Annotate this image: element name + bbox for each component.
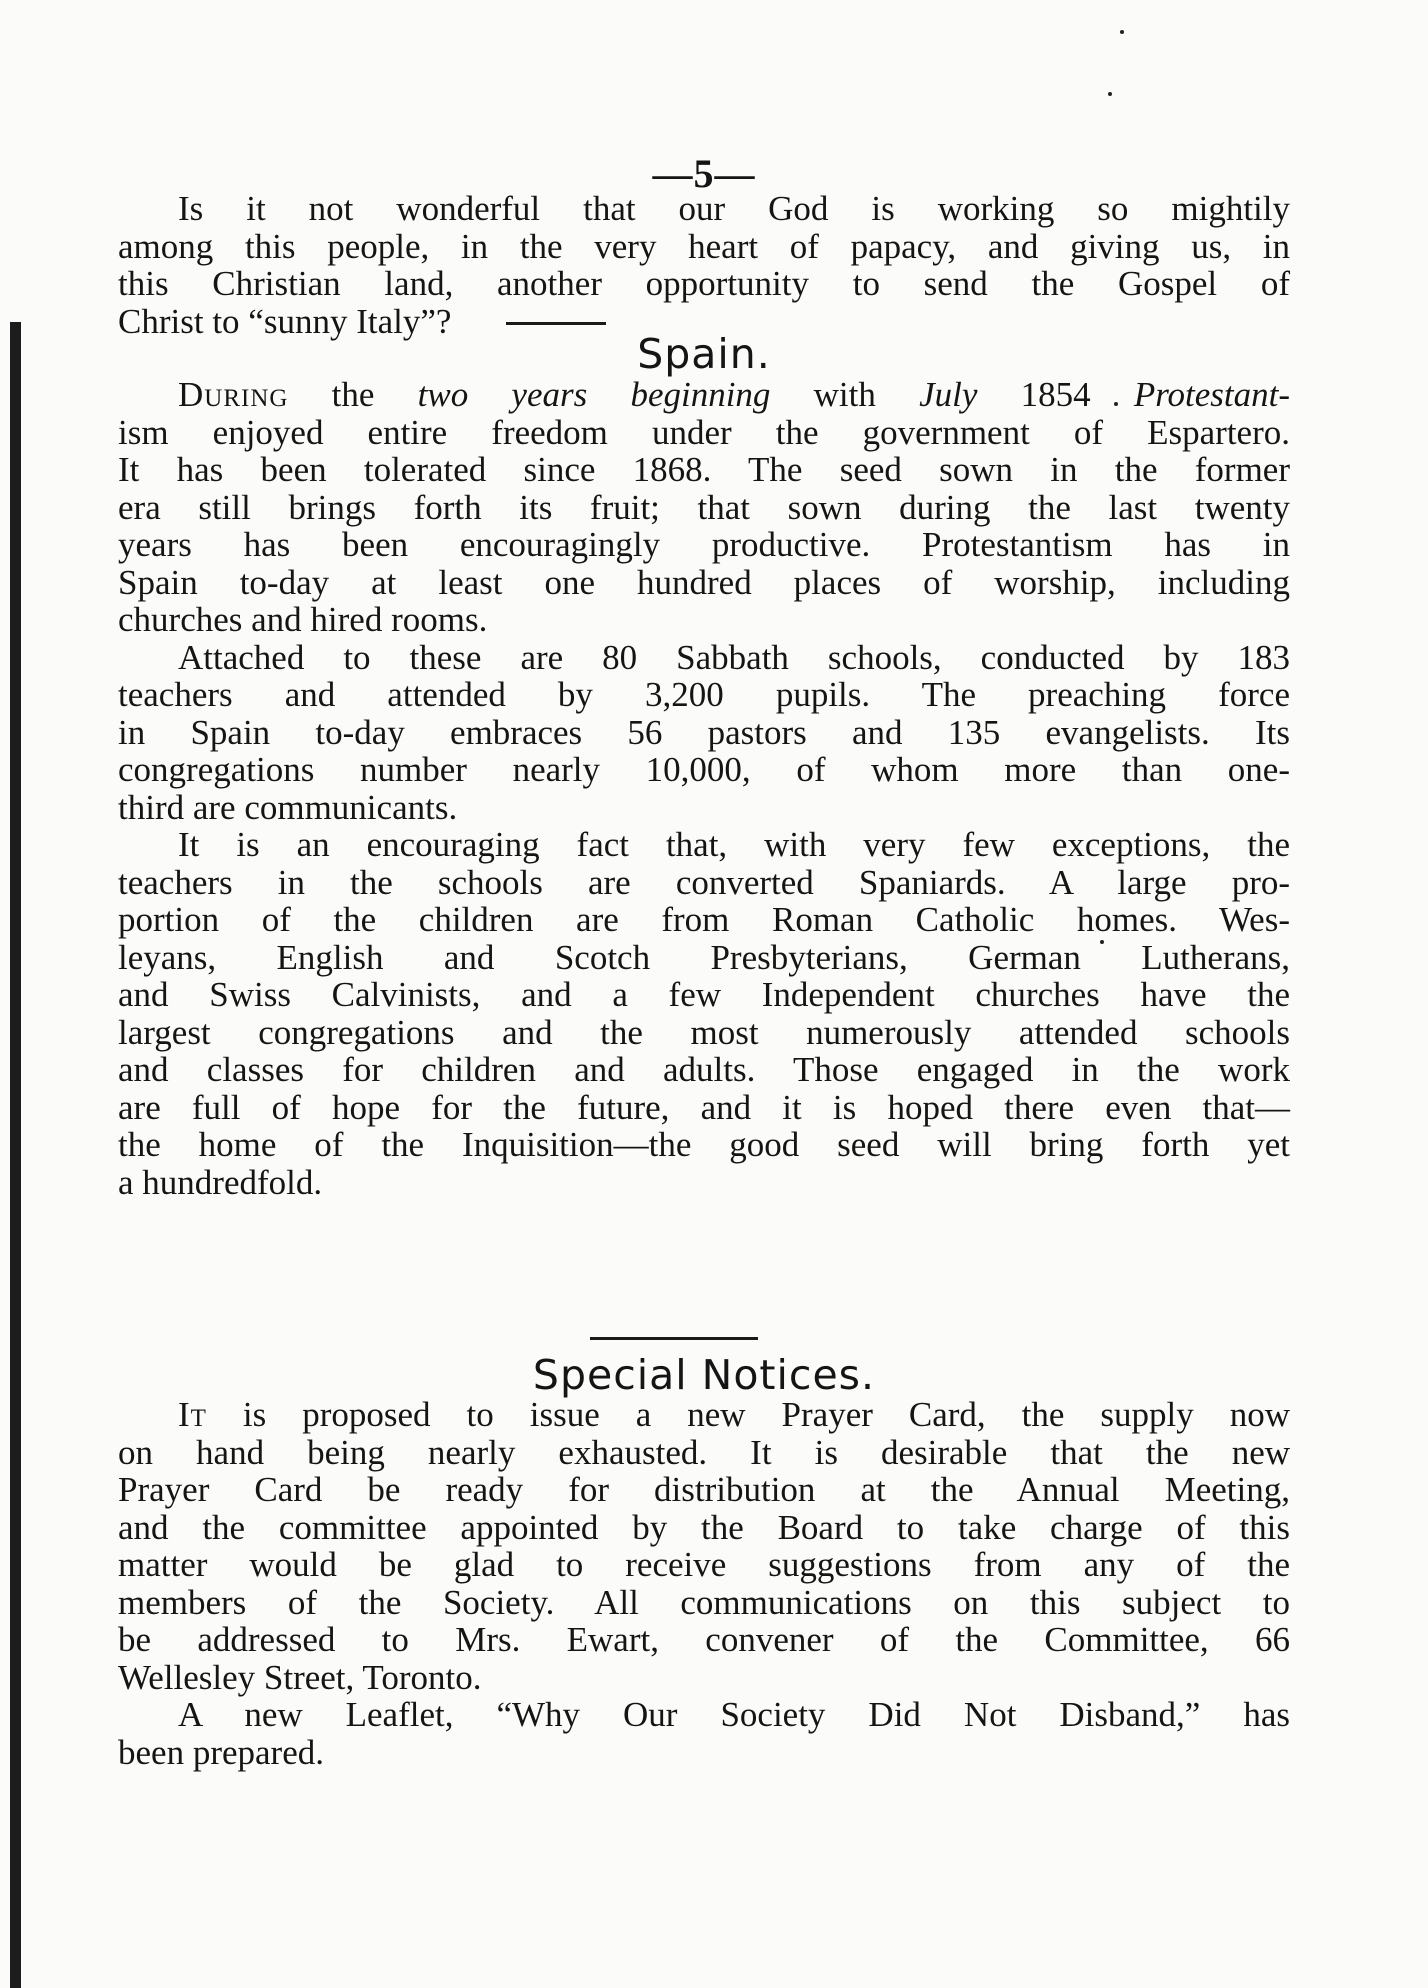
margin-speck xyxy=(1120,30,1124,34)
text-line: and Swiss Calvinists, and a few Independent churches have the xyxy=(118,975,1290,1014)
text-line: largest congregations and the most numerously attended schools xyxy=(118,1012,1290,1052)
text-line: a hundredfold. xyxy=(118,1162,323,1202)
text-line: It is an encouraging fact that, with very few exceptions, the xyxy=(178,825,1290,864)
text-line: leyans, English and Scotch Presbyterians, German Lutherans, xyxy=(118,937,1290,977)
intro-paragraph xyxy=(118,190,1290,340)
text-line: teachers and attended by 3,200 pupils. The preaching force xyxy=(118,675,1290,714)
text-line: the home of the Inquisition—the good seed will bring forth yet xyxy=(118,1125,1290,1164)
drop-word: It xyxy=(178,1395,207,1434)
text-line: churches and hired rooms. xyxy=(118,600,488,639)
text-line: era still brings forth its fruit; that sown during the last twenty xyxy=(118,487,1290,527)
text-line: members of the Society. All communications on this subject to xyxy=(118,1582,1290,1622)
text-line: Attached to these are 80 Sabbath schools, conducted by 183 xyxy=(178,637,1290,677)
text-line: teachers in the schools are converted Spaniards. A large pro- xyxy=(118,862,1290,902)
drop-word: During xyxy=(178,375,289,414)
margin-speck xyxy=(1108,92,1112,96)
text-line: It is proposed to issue a new Prayer Card, the supply now xyxy=(178,1395,1290,1434)
text-line: A new Leaflet, “Why Our Society Did Not Disband,” has xyxy=(178,1695,1290,1734)
section-heading-spain: Spain. xyxy=(637,330,771,378)
section-divider xyxy=(506,322,606,325)
text-line: Is it not wonderful that our God is working so mightily xyxy=(178,189,1290,228)
section-heading-special-notices: Special Notices. xyxy=(532,1351,876,1399)
text-line: on hand being nearly exhausted. It is desirable that the new xyxy=(118,1432,1290,1472)
text-line: portion of the children are from Roman Catholic homes. Wes- xyxy=(118,900,1290,939)
text-line: been prepared. xyxy=(118,1732,324,1772)
text-line: Spain to-day at least one hundred places of worship, including xyxy=(118,562,1290,602)
text-line: in Spain to-day embraces 56 pastors and 135 evangelists. Its xyxy=(118,712,1290,752)
spain-section xyxy=(118,376,1290,1201)
text-line: years has been encouragingly productive. Protestantism has in xyxy=(118,525,1290,564)
page-number: —5— xyxy=(652,151,756,196)
text-line: third are communicants. xyxy=(118,787,458,827)
text-line: Wellesley Street, Toronto. xyxy=(118,1657,482,1697)
special-notices-section xyxy=(118,1396,1290,1771)
text-line: ism enjoyed entire freedom under the government of Espartero. xyxy=(118,412,1290,452)
text-line: are full of hope for the future, and it is hoped there even that— xyxy=(118,1087,1290,1127)
text-line: this Christian land, another opportunity to send the Gospel of xyxy=(118,264,1290,303)
text-line: Christ to “sunny Italy”? xyxy=(118,301,452,341)
section-divider xyxy=(590,1337,758,1340)
text-line: and classes for children and adults. Those engaged in the work xyxy=(118,1050,1290,1089)
text-line: matter would be glad to receive suggestions from any of the xyxy=(118,1545,1290,1584)
text-line: be addressed to Mrs. Ewart, convener of the Committee, 66 xyxy=(118,1620,1290,1659)
text-line: among this people, in the very heart of papacy, and giving us, in xyxy=(118,226,1290,266)
page-binding-edge xyxy=(10,322,21,1988)
text-line: It has been tolerated since 1868. The seed sown in the former xyxy=(118,450,1290,489)
text-line: and the committee appointed by the Board to take charge of this xyxy=(118,1507,1290,1547)
text-line: Prayer Card be ready for distribution at the Annual Meeting, xyxy=(118,1470,1290,1509)
text-line: congregations number nearly 10,000, of whom more than one- xyxy=(118,750,1290,789)
text-line: During the two years beginning with July 1854 Protestant- xyxy=(178,375,1290,414)
